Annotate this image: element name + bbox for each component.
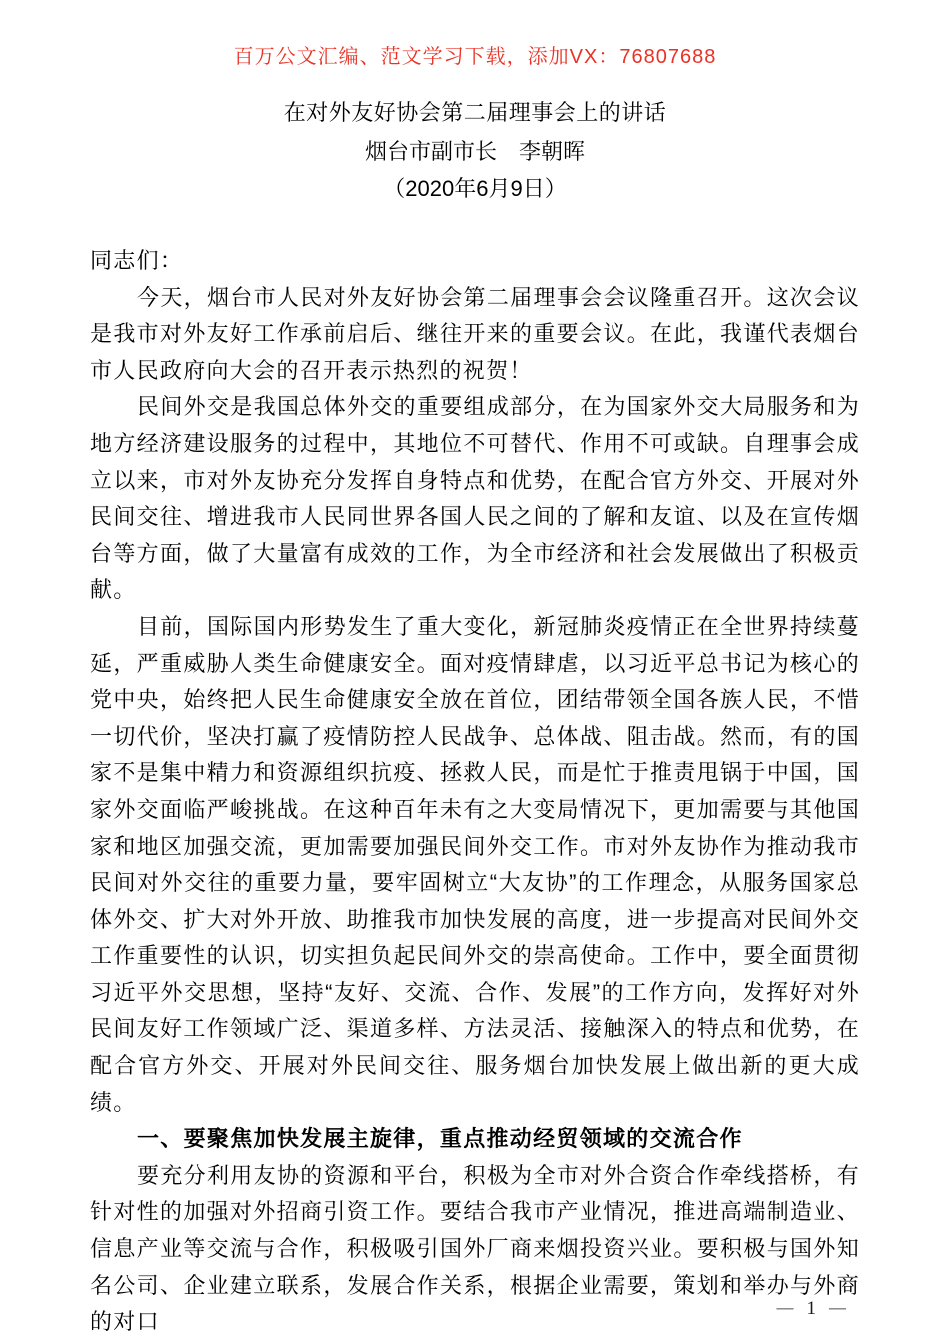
author-line: 烟台市副市长 李朝晖 — [364, 139, 585, 164]
salutation: 同志们： — [90, 248, 184, 273]
paragraph-economic-cooperation: 要充分利用友协的资源和平台，积极为全市对外合资合作牵线搭桥，有针对性的加强对外招商引资工作。要结合我市产业情况，推进高端制造业、信息产业等交流与合作，积极吸引国外厂商来烟投资兴业。要积极与国外知名公司、企业建立联系，发展合作关系，根据企业需要，策划和举办与外商的对口 — [90, 1162, 860, 1335]
paragraph-situation: 目前，国际国内形势发生了重大变化，新冠肺炎疫情正在全世界持续蔓延，严重威胁人类生命健康安全。面对疫情肆虐，以习近平总书记为核心的党中央，始终把人民生命健康安全放在首位，团结带领全国各族人民，不惜一切代价，坚决打赢了疫情防控人民战争、总体战、阻击战。然而，有的国家不是集中精力和资源组织抗疫、拯救人民，而是忙于推责甩锅于中国，国家外交面临严峻挑战。在这种百年未有之大变局情况下，更加需要与其他国家和地区加强交流，更加需要加强民间外交工作。市对外友协作为推动我市民间对外交往的重要力量，要牢固树立“大友协”的工作理念，从服务国家总体外交、扩大对外开放、助推我市加快发展的高度，进一步提高对民间外交工作重要性的认识，切实担负起民间外交的崇高使命。工作中，要全面贯彻习近平外交思想，坚持“友好、交流、合作、发展”的工作方向，发挥好对外民间友好工作领域广泛、渠道多样、方法灵活、接触深入的特点和优势，在配合官方外交、开展对外民间交往、服务烟台加快发展上做出新的更大成绩。 — [90, 613, 860, 1115]
promo-banner: 百万公文汇编、范文学习下载，添加VX：76807688 — [233, 46, 717, 68]
paragraph-people-diplomacy: 民间外交是我国总体外交的重要组成部分，在为国家外交大局服务和为地方经济建设服务的过程中，其地位不可替代、作用不可或缺。自理事会成立以来，市对外友协充分发挥自身特点和优势，在配合官方外交、开展对外民间交往、增进我市人民同世界各国人民之间的了解和友谊、以及在宣传烟台等方面，做了大量富有成效的工作，为全市经济和社会发展做出了积极贡献。 — [90, 394, 860, 603]
page-number-right-dash: — — [828, 1297, 847, 1319]
date-line: （2020年6月9日） — [383, 176, 567, 201]
section-heading-1: 一、要聚焦加快发展主旋律，重点推动经贸领域的交流合作 — [137, 1126, 743, 1152]
page-number — [776, 1294, 848, 1323]
page-number-value: 1 — [806, 1298, 816, 1319]
page-number-left-dash: — — [775, 1297, 795, 1319]
document-title: 在对外友好协会第二届理事会上的讲话 — [283, 100, 667, 125]
paragraph-opening: 今天，烟台市人民对外友好协会第二届理事会会议隆重召开。这次会议是我市对外友好工作承前启后、继往开来的重要会议。在此，我谨代表烟台市人民政府向大会的召开表示热烈的祝贺！ — [90, 284, 860, 383]
document-body — [90, 243, 860, 1341]
